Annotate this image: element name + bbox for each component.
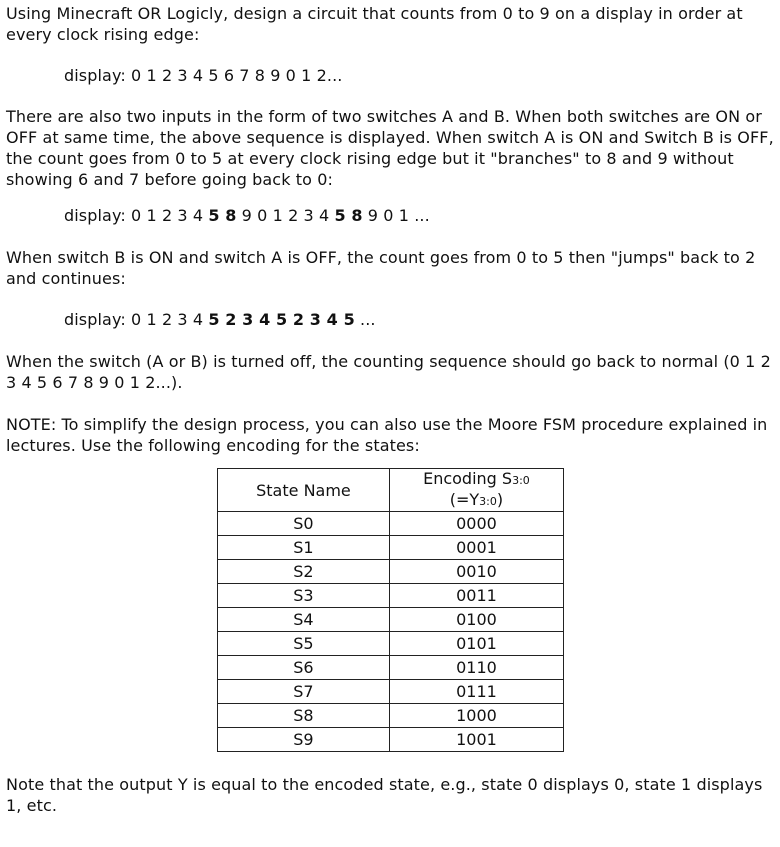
state-cell: S4 bbox=[218, 608, 390, 632]
switch-paragraph: There are also two inputs in the form of two switches A and B. When both switches are ON or OFF at same time, the above sequence is displayed. When switch A is ON and Switch B is OFF, the count goes from 0 to 5 at every clock rising edge but it "branches" to 8 and 9 without showing 6 and 7 before going back to 0: bbox=[6, 107, 774, 189]
final-note-paragraph: Note that the output Y is equal to the encoded state, e.g., state 0 displays 0, state 1 displays 1, etc. bbox=[6, 775, 763, 815]
state-cell: S3 bbox=[218, 584, 390, 608]
encoding-cell: 0000 bbox=[389, 512, 563, 536]
jump-paragraph: When switch B is ON and switch A is OFF, the count goes from 0 to 5 then "jumps" back to 2 and continues: bbox=[6, 248, 756, 288]
encoding-cell: 0001 bbox=[389, 536, 563, 560]
table-row bbox=[218, 608, 564, 632]
header-encoding-close: ) bbox=[496, 490, 504, 509]
branch-bold-1: 5 8 bbox=[208, 206, 237, 225]
intro-paragraph: Using Minecraft OR Logicly, design a circuit that counts from 0 to 9 on a display in order at every clock rising edge: bbox=[6, 4, 743, 44]
state-encoding-table bbox=[217, 468, 564, 752]
note-paragraph: NOTE: To simplify the design process, you can also use the Moore FSM procedure explained in lectures. Use the following encoding for the states: bbox=[6, 415, 768, 455]
encoding-cell: 0111 bbox=[389, 680, 563, 704]
state-cell: S6 bbox=[218, 656, 390, 680]
jump-prefix: display: 0 1 2 3 4 bbox=[64, 310, 209, 329]
state-cell: S8 bbox=[218, 704, 390, 728]
table-row bbox=[218, 512, 564, 536]
display-branch-sequence bbox=[6, 205, 776, 226]
state-cell: S0 bbox=[218, 512, 390, 536]
table-row bbox=[218, 728, 564, 752]
encoding-cell: 0100 bbox=[389, 608, 563, 632]
table-row bbox=[218, 536, 564, 560]
table-row bbox=[218, 560, 564, 584]
branch-middle: 9 0 1 2 3 4 bbox=[236, 206, 335, 225]
state-cell: S7 bbox=[218, 680, 390, 704]
encoding-cell: 0110 bbox=[389, 656, 563, 680]
display-jump-sequence bbox=[6, 309, 776, 330]
table-row bbox=[218, 680, 564, 704]
encoding-table-wrapper bbox=[217, 468, 776, 752]
encoding-cell: 0101 bbox=[389, 632, 563, 656]
table-header-row bbox=[218, 469, 564, 512]
display-normal-sequence: display: 0 1 2 3 4 5 6 7 8 9 0 1 2... bbox=[64, 66, 343, 85]
jump-suffix: ... bbox=[354, 310, 376, 329]
table-row bbox=[218, 632, 564, 656]
header-encoding-main: Encoding S bbox=[423, 469, 513, 488]
state-cell: S2 bbox=[218, 560, 390, 584]
state-cell: S1 bbox=[218, 536, 390, 560]
encoding-cell: 0010 bbox=[389, 560, 563, 584]
branch-prefix: display: 0 1 2 3 4 bbox=[64, 206, 209, 225]
encoding-cell: 0011 bbox=[389, 584, 563, 608]
branch-bold-2: 5 8 bbox=[334, 206, 363, 225]
header-encoding bbox=[389, 469, 563, 512]
table-row bbox=[218, 704, 564, 728]
table-row bbox=[218, 656, 564, 680]
header-state-name: State Name bbox=[218, 469, 390, 512]
document-page bbox=[6, 3, 776, 816]
header-encoding-open: (=Y bbox=[449, 490, 480, 509]
encoding-cell: 1001 bbox=[389, 728, 563, 752]
header-encoding-sub: 3:0 bbox=[512, 474, 530, 487]
header-encoding-y-sub: 3:0 bbox=[479, 495, 497, 508]
branch-suffix: 9 0 1 ... bbox=[362, 206, 430, 225]
jump-bold: 5 2 3 4 5 2 3 4 5 bbox=[208, 310, 355, 329]
switch-off-paragraph: When the switch (A or B) is turned off, the counting sequence should go back to normal (0 1 2 3 4 5 6 7 8 9 0 1 2...). bbox=[6, 352, 771, 392]
encoding-cell: 1000 bbox=[389, 704, 563, 728]
state-cell: S5 bbox=[218, 632, 390, 656]
state-cell: S9 bbox=[218, 728, 390, 752]
table-row bbox=[218, 584, 564, 608]
